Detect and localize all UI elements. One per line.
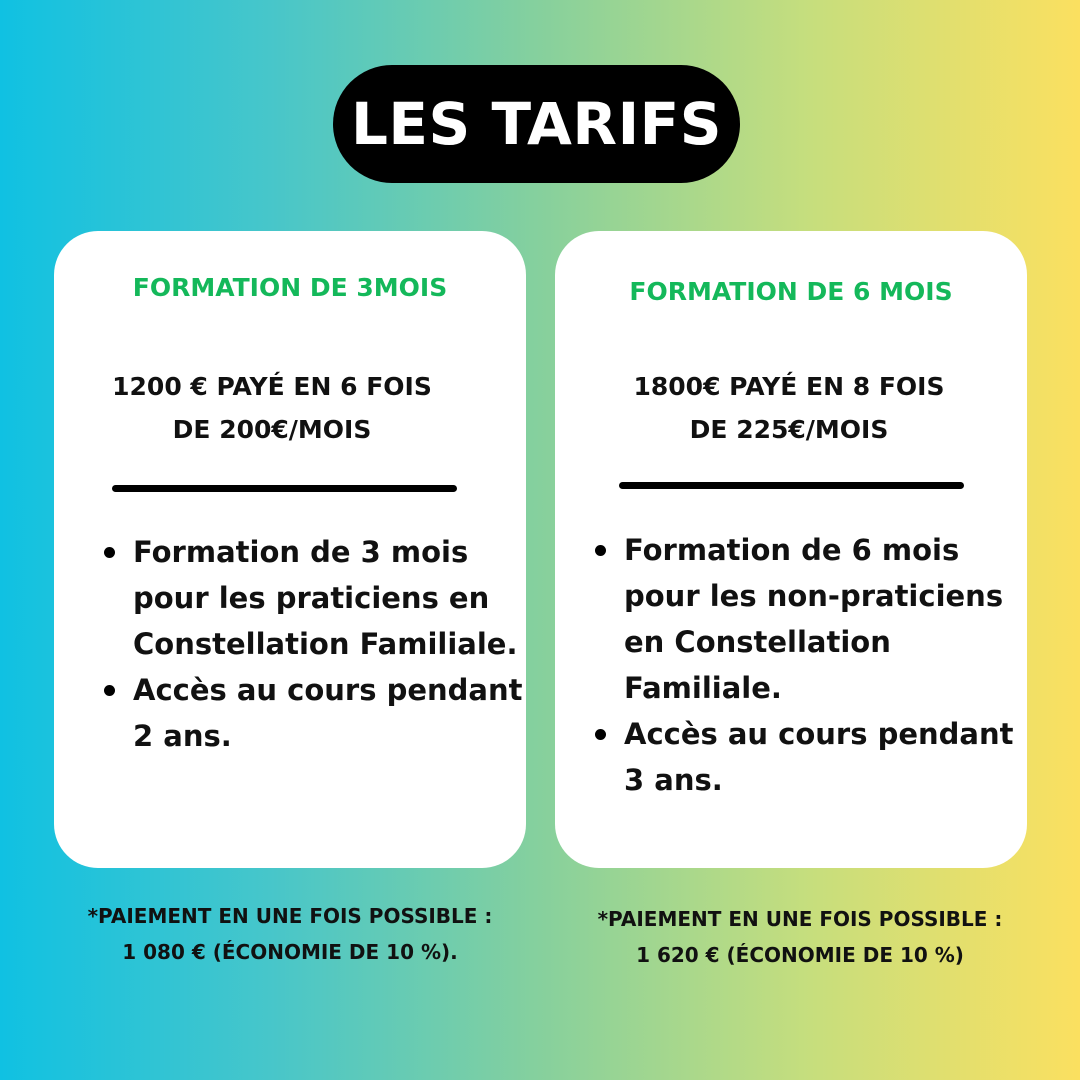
feature-item: [595, 527, 1025, 711]
feature-item: [104, 667, 524, 759]
feature-text: Accès au cours pendant 3 ans.: [624, 717, 1014, 797]
bullet-icon: [104, 685, 115, 696]
pricing-card-6-months: [555, 231, 1027, 868]
feature-list: [595, 527, 1025, 803]
note-line: *PAIEMENT EN UNE FOIS POSSIBLE :: [87, 904, 493, 928]
feature-text: Accès au cours pendant 2 ans.: [133, 673, 523, 753]
feature-text: Formation de 6 mois pour les non-praticiens en Constellation Familiale.: [624, 533, 1004, 705]
monthly-price-line: DE 200€/MOIS: [172, 415, 372, 444]
divider: [619, 482, 964, 489]
price-block: [553, 365, 1025, 451]
monthly-price-line: DE 225€/MOIS: [689, 415, 889, 444]
divider: [112, 485, 457, 492]
bullet-icon: [595, 545, 606, 556]
price-line: 1800€ PAYÉ EN 8 FOIS: [633, 372, 945, 401]
page-title: LES TARIFS: [333, 65, 740, 183]
feature-item: [595, 711, 1025, 803]
payment-note-6-months: [540, 901, 1060, 973]
feature-item: [104, 529, 524, 667]
feature-text: Formation de 3 mois pour les praticiens en Constellation Familiale.: [133, 535, 518, 661]
note-line: 1 620 € (ÉCONOMIE DE 10 %): [636, 943, 964, 967]
card-heading: FORMATION DE 6 MOIS: [629, 277, 953, 306]
feature-list: [104, 529, 524, 759]
note-line: *PAIEMENT EN UNE FOIS POSSIBLE :: [597, 907, 1003, 931]
bullet-icon: [104, 547, 115, 558]
price-block: [36, 365, 508, 451]
pricing-card-3-months: [54, 231, 526, 868]
bullet-icon: [595, 729, 606, 740]
price-line: 1200 € PAYÉ EN 6 FOIS: [112, 372, 432, 401]
payment-note-3-months: [40, 898, 540, 970]
card-heading: FORMATION DE 3MOIS: [132, 273, 448, 302]
note-line: 1 080 € (ÉCONOMIE DE 10 %).: [122, 940, 458, 964]
